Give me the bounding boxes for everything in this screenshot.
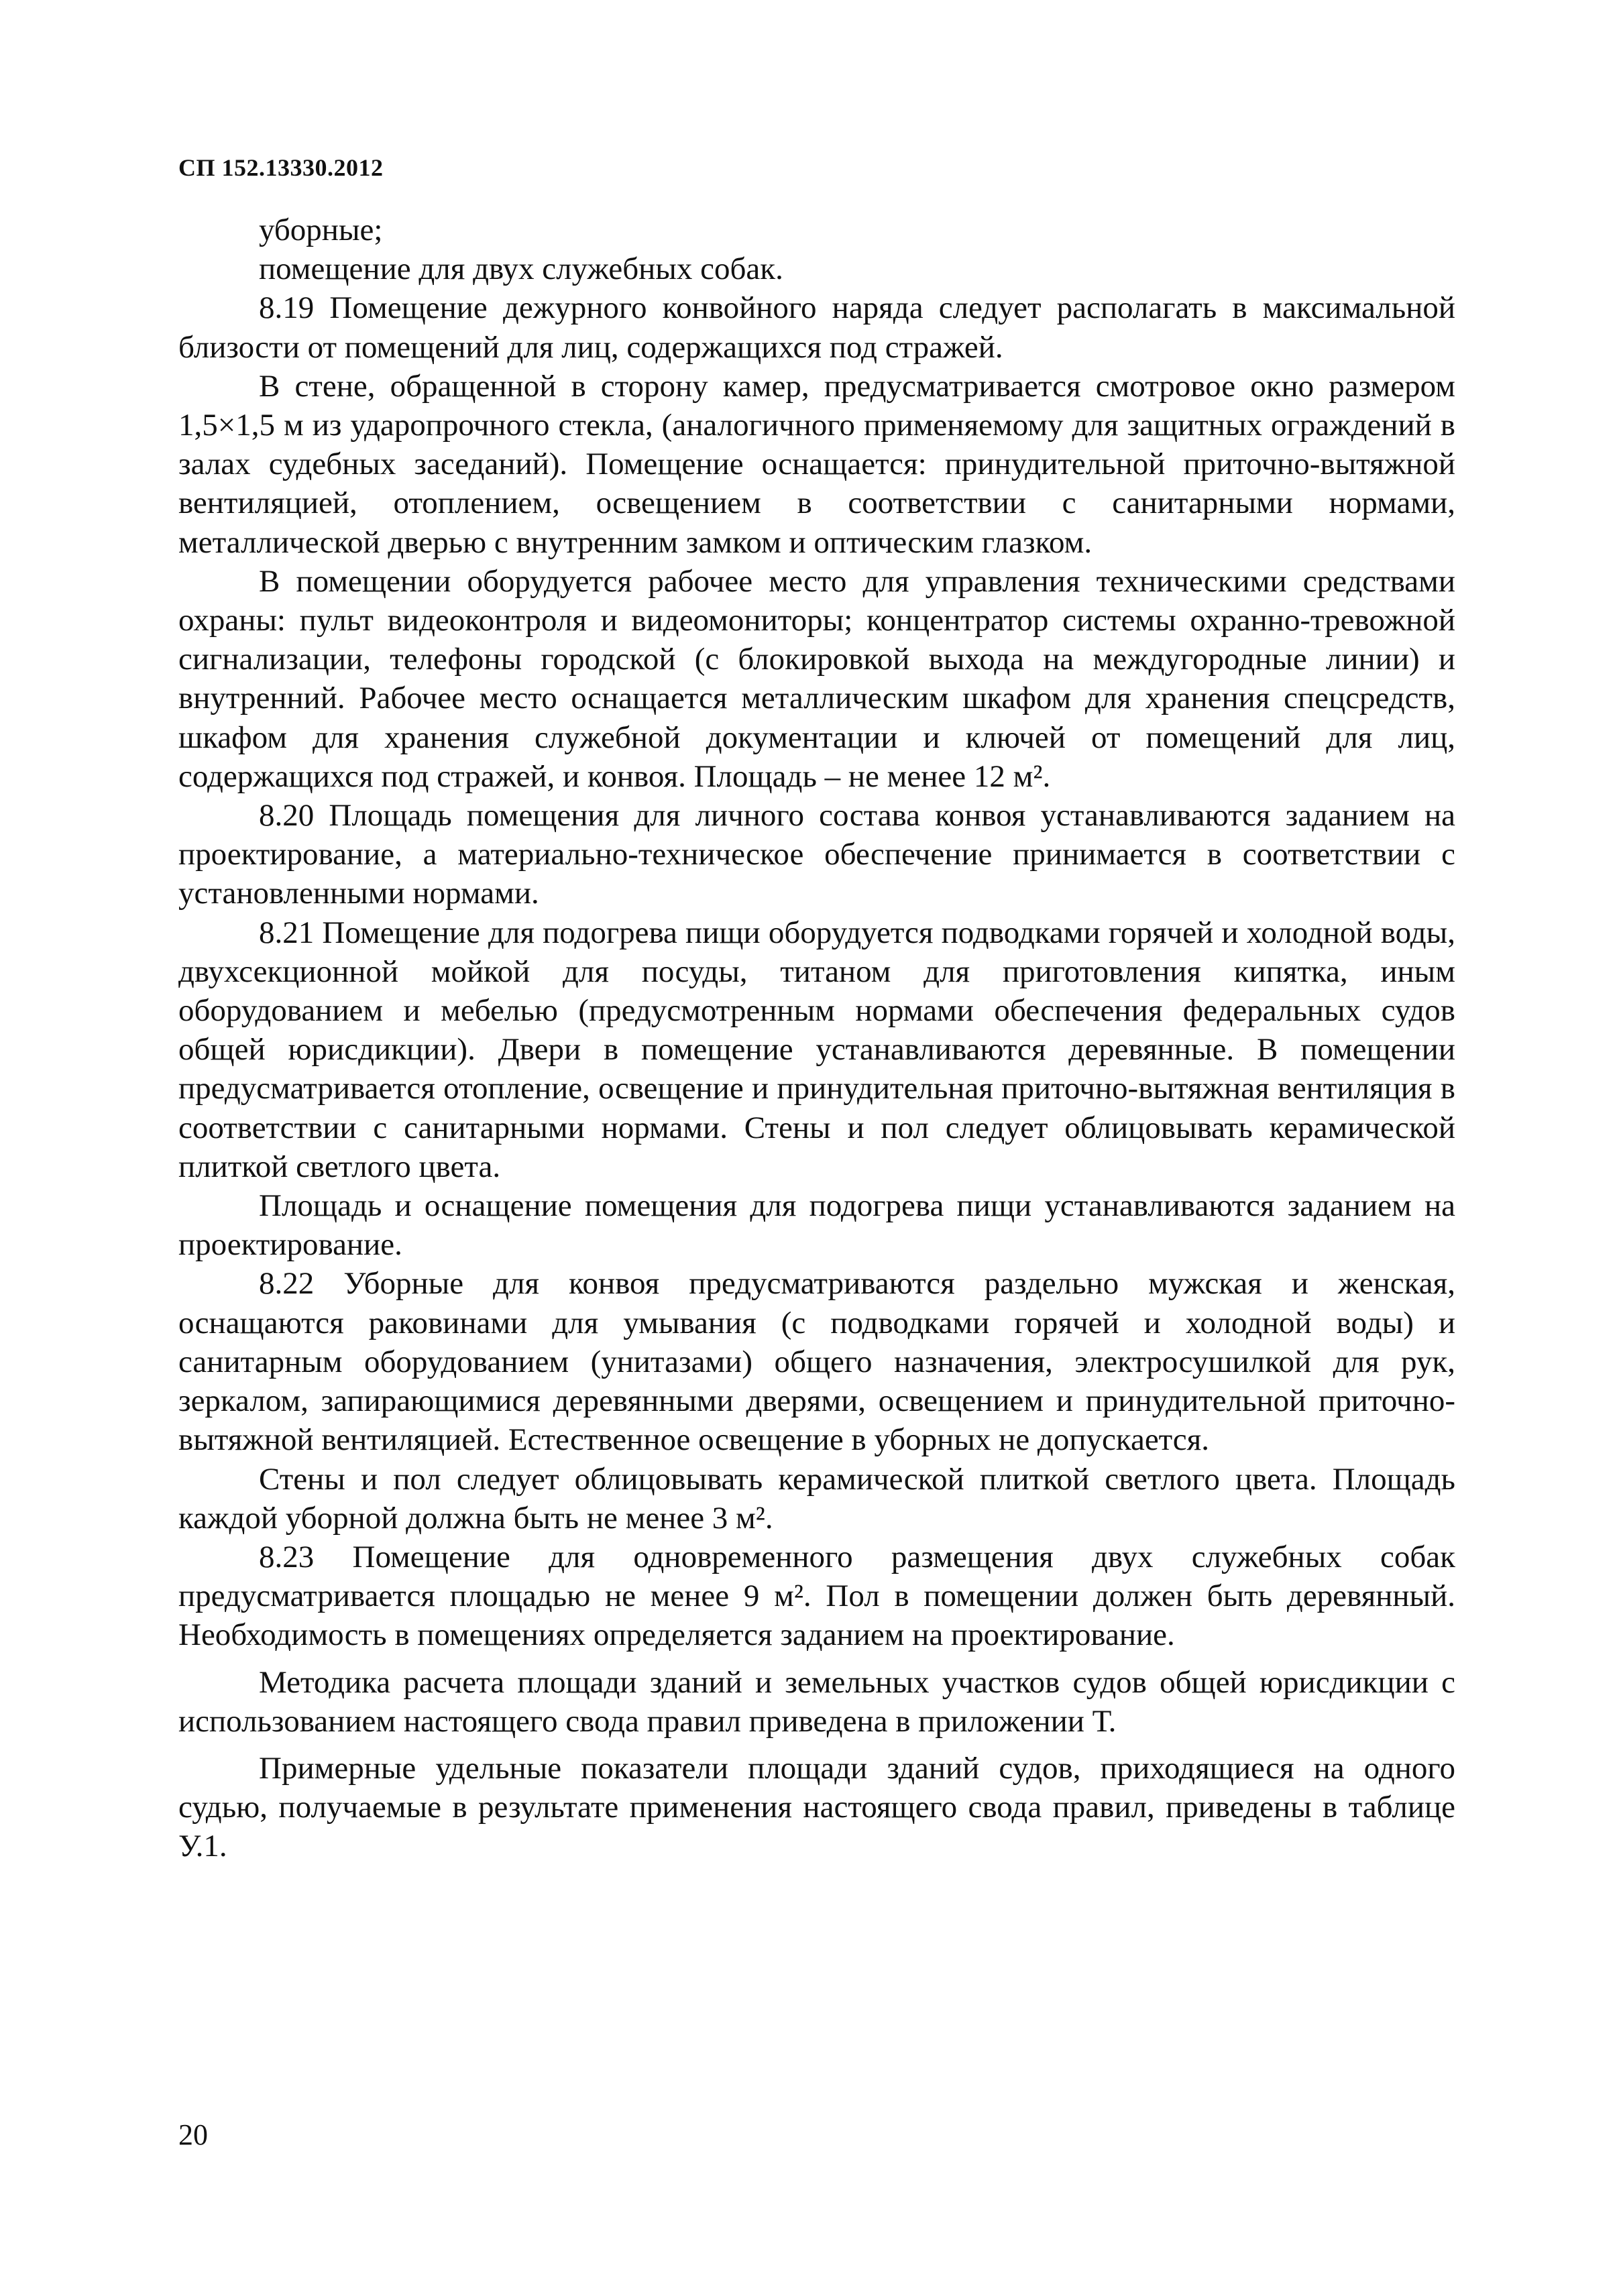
list-item-dog-room: помещение для двух служебных собак. [259, 251, 783, 287]
clause-8-20: 8.20 Площадь помещения для личного состава конвоя устанавливаются заданием на проектирование, а материально-техническое обеспечение принимается в соответствии с установленными нормами. [178, 798, 1455, 911]
clause-8-19: 8.19 Помещение дежурного конвойного наряда следует располагать в максимальной близости от помещений для лиц, содержащихся под стражей. [178, 290, 1455, 365]
paragraph-workplace: В помещении оборудуется рабочее место для управления техническими средствами охраны: пульт видеоконтроля и видеомониторы; концентратор системы охранно-тревожной сигнализации, телефоны городской (с блокировкой выхода на междугородные линии) и внутренний. Рабочее место оснащается металлическим шкафом для хранения спецсредств, шкафом для хранения служебной документации и ключей от помещений для лиц, содержащихся под стражей, и конвоя. Площадь – не менее 12 м². [178, 563, 1455, 794]
document-code-header: СП 152.13330.2012 [178, 154, 384, 181]
paragraph-toilet-area: Стены и пол следует облицовывать керамической плиткой светлого цвета. Площадь каждой уборной должна быть не менее 3 м². [178, 1461, 1455, 1536]
paragraph-specific-indicators: Примерные удельные показатели площади зданий судов, приходящиеся на одного судью, получаемые в результате применения настоящего свода правил, приведены в таблице У.1. [178, 1750, 1455, 1864]
page-number: 20 [178, 2118, 208, 2151]
clause-8-22: 8.22 Уборные для конвоя предусматриваются раздельно мужская и женская, оснащаются раковинами для умывания (с подводками горячей и холодной воды) и санитарным оборудованием (унитазами) общего назначения, электросушилкой для рук, зеркалом, запирающимися деревянными дверями, освещением и принудительной приточно-вытяжной вентиляцией. Естественное освещение в уборных не допускается. [178, 1266, 1455, 1458]
paragraph-food-room-area: Площадь и оснащение помещения для подогрева пищи устанавливаются заданием на проектирование. [178, 1188, 1455, 1263]
clause-8-21: 8.21 Помещение для подогрева пищи оборудуется подводками горячей и холодной воды, двухсекционной мойкой для посуды, титаном для приготовления кипятка, иным оборудованием и мебелью (предусмотренным нормами обеспечения федеральных судов общей юрисдикции). Двери в помещение устанавливаются деревянные. В помещении предусматривается отопление, освещение и принудительная приточно-вытяжная вентиляция в соответствии с санитарными нормами. Стены и пол следует облицовывать керамической плиткой светлого цвета. [178, 915, 1455, 1184]
list-item-toilets: уборные; [259, 213, 383, 247]
clause-8-23: 8.23 Помещение для одновременного размещения двух служебных собак предусматривается площадью не менее 9 м². Пол в помещении должен быть деревянный. Необходимость в помещениях определяется заданием на проектирование. [178, 1539, 1455, 1653]
document-body [178, 211, 1455, 1866]
paragraph-viewing-window: В стене, обращенной в сторону камер, предусматривается смотровое окно размером 1,5×1,5 м из ударопрочного стекла, (аналогичного применяемому для защитных ограждений в залах судебных заседаний). Помещение оснащается: принудительной приточно-вытяжной вентиляцией, отоплением, освещением в соответствии с санитарными нормами, металлической дверью с внутренним замком и оптическим глазком. [178, 368, 1455, 560]
paragraph-methodology: Методика расчета площади зданий и земельных участков судов общей юрисдикции с использованием настоящего свода правил приведена в приложении Т. [178, 1664, 1455, 1739]
